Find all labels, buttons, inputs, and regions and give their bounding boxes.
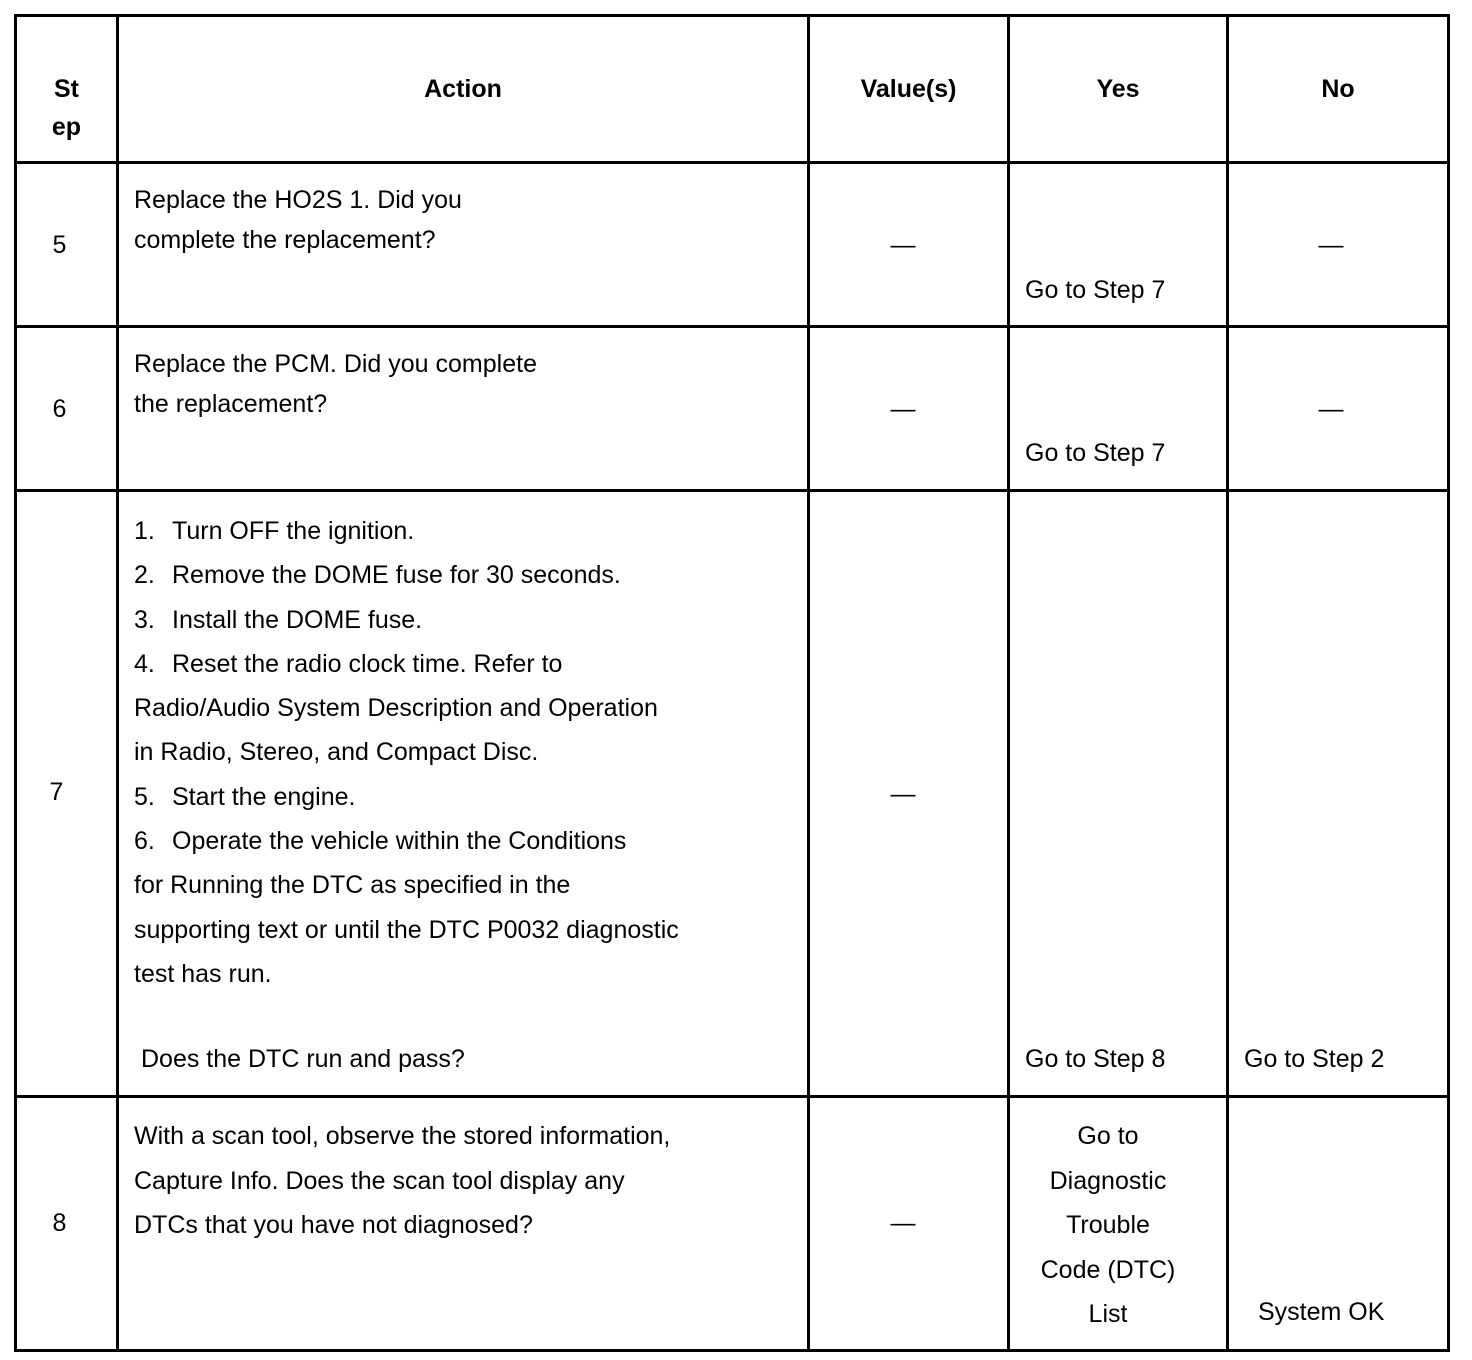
- action-line: DTCs that you have not diagnosed?: [134, 1211, 533, 1239]
- header-step-line1: St: [54, 75, 79, 103]
- header-divider: [14, 161, 1450, 164]
- action-step-continuation: in Radio, Stereo, and Compact Disc.: [134, 738, 539, 767]
- row-divider: [14, 489, 1450, 492]
- step-number: 6: [52, 395, 67, 423]
- action-line: Replace the HO2S 1. Did you: [134, 186, 462, 214]
- yes-line: Trouble: [1066, 1211, 1150, 1239]
- action-step-item: 1. Turn OFF the ignition.: [134, 517, 415, 545]
- value-cell: —: [890, 231, 916, 259]
- action-question: Does the DTC run and pass?: [141, 1045, 465, 1073]
- column-divider: [1226, 14, 1229, 1352]
- action-line: Capture Info. Does the scan tool display any: [134, 1166, 625, 1195]
- action-step-continuation: test has run.: [134, 959, 272, 988]
- row-divider: [14, 1095, 1450, 1098]
- no-cell: System OK: [1258, 1298, 1385, 1326]
- action-step-item: 2. Remove the DOME fuse for 30 seconds.: [134, 561, 621, 590]
- header-step: [17, 70, 116, 146]
- row-divider: [14, 325, 1450, 328]
- table-border-top: [14, 14, 1450, 17]
- action-step-item: 5. Start the engine.: [134, 782, 356, 811]
- no-cell: Go to Step 2: [1244, 1045, 1385, 1073]
- yes-cell: [1010, 1114, 1206, 1337]
- header-action: Action: [424, 75, 502, 103]
- step-number: 5: [52, 231, 67, 259]
- header-no: No: [1321, 75, 1355, 103]
- value-cell: —: [890, 780, 916, 808]
- yes-cell: Go to Step 7: [1025, 439, 1166, 467]
- value-cell: —: [890, 1209, 916, 1237]
- table-border-left: [14, 14, 17, 1352]
- action-step-continuation: Radio/Audio System Description and Operation: [134, 694, 658, 723]
- yes-cell: Go to Step 7: [1025, 276, 1166, 304]
- yes-line: Code (DTC): [1040, 1255, 1176, 1284]
- yes-cell: Go to Step 8: [1025, 1045, 1166, 1073]
- no-cell: —: [1318, 231, 1344, 259]
- column-divider: [116, 14, 119, 1352]
- header-yes: Yes: [1096, 75, 1140, 103]
- table-border-bottom: [14, 1349, 1450, 1352]
- step-number: 8: [52, 1209, 67, 1237]
- yes-line: List: [1088, 1300, 1128, 1328]
- yes-line: Go to: [1077, 1122, 1139, 1150]
- yes-line: Diagnostic: [1049, 1166, 1167, 1195]
- step-number: 7: [49, 778, 64, 806]
- action-step-continuation: supporting text or until the DTC P0032 diagnostic: [134, 915, 679, 944]
- action-line: Replace the PCM. Did you complete: [134, 350, 537, 378]
- action-step-item: 4. Reset the radio clock time. Refer to: [134, 649, 563, 678]
- header-values: Value(s): [860, 75, 957, 103]
- column-divider: [807, 14, 810, 1352]
- diagnostic-table: [14, 14, 1450, 1352]
- no-cell: —: [1318, 395, 1344, 423]
- action-text: [134, 1114, 670, 1248]
- table-border-right: [1447, 14, 1450, 1352]
- action-line: the replacement?: [134, 390, 328, 418]
- action-step-item: 6. Operate the vehicle within the Conditions: [134, 827, 627, 856]
- action-line: complete the replacement?: [134, 226, 436, 254]
- action-text: [134, 344, 537, 424]
- action-text: [134, 180, 462, 260]
- action-step-continuation: for Running the DTC as specified in the: [134, 871, 571, 900]
- value-cell: —: [890, 395, 916, 423]
- action-step-item: 3. Install the DOME fuse.: [134, 605, 423, 634]
- action-line: With a scan tool, observe the stored information,: [134, 1122, 671, 1150]
- action-steps: [134, 509, 679, 996]
- header-step-line2: ep: [51, 113, 82, 141]
